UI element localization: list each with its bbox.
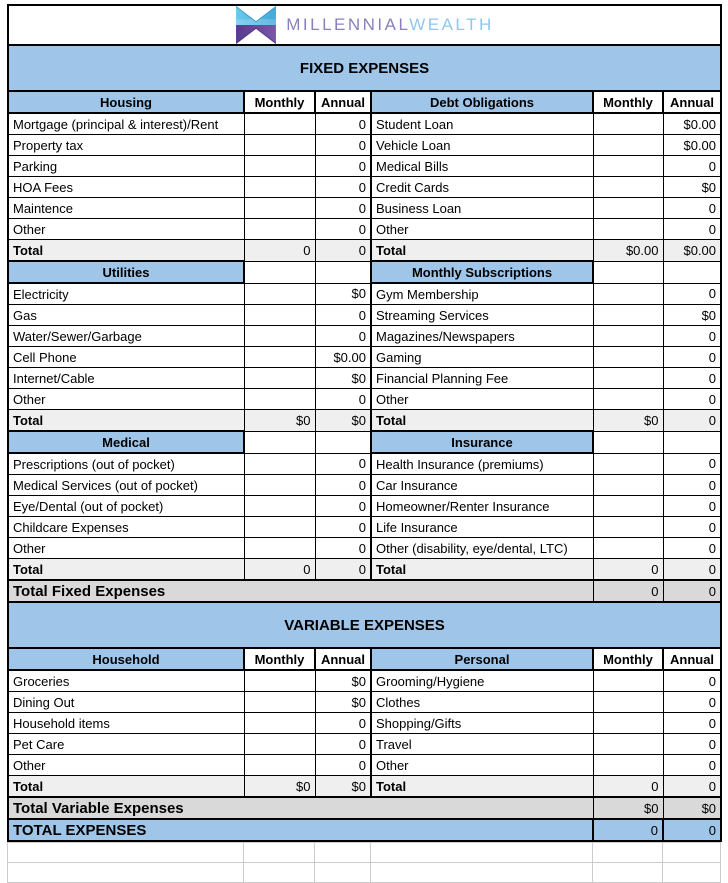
annual-value-cell[interactable]: 0 xyxy=(663,368,721,389)
annual-column-header: Annual xyxy=(663,91,721,113)
monthly-value-cell[interactable] xyxy=(593,453,663,475)
monthly-value-cell[interactable] xyxy=(593,538,663,559)
expense-label-cell: Streaming Services xyxy=(371,305,593,326)
monthly-value-cell[interactable] xyxy=(244,475,315,496)
monthly-value-cell[interactable] xyxy=(593,692,663,713)
monthly-value-cell[interactable] xyxy=(244,453,315,475)
section-grand-total-monthly[interactable]: $0 xyxy=(593,797,663,819)
annual-value-cell[interactable]: 0 xyxy=(663,156,721,177)
expense-label-cell: Financial Planning Fee xyxy=(371,368,593,389)
logo-cell xyxy=(8,5,721,45)
expense-label-cell: Grooming/Hygiene xyxy=(371,670,593,692)
annual-value-cell[interactable]: 0 xyxy=(663,326,721,347)
annual-value-cell[interactable]: 0 xyxy=(315,198,371,219)
annual-value-cell[interactable]: 0 xyxy=(315,389,371,410)
monthly-value-cell[interactable] xyxy=(244,713,315,734)
monthly-value-cell[interactable] xyxy=(593,347,663,368)
annual-value-cell[interactable]: 0 xyxy=(315,135,371,156)
monthly-value-cell[interactable] xyxy=(244,692,315,713)
monthly-column-header xyxy=(244,261,315,283)
empty-cell[interactable] xyxy=(8,843,244,863)
empty-cell[interactable] xyxy=(371,843,593,863)
monthly-value-cell[interactable] xyxy=(593,670,663,692)
expense-label-cell: Electricity xyxy=(8,283,244,305)
group-total-label: Total xyxy=(8,240,244,262)
monthly-column-header xyxy=(593,261,663,283)
expense-label-cell: Internet/Cable xyxy=(8,368,244,389)
expense-label-cell: Other xyxy=(8,219,244,240)
group-total-label: Total xyxy=(371,410,593,432)
expense-label-cell: Water/Sewer/Garbage xyxy=(8,326,244,347)
monthly-column-header: Monthly xyxy=(244,91,315,113)
group-total-monthly[interactable]: 0 xyxy=(593,559,663,581)
logo-row xyxy=(8,5,721,45)
annual-column-header xyxy=(663,431,721,453)
monthly-value-cell[interactable] xyxy=(244,670,315,692)
monthly-value-cell[interactable] xyxy=(244,538,315,559)
empty-cell[interactable] xyxy=(315,843,371,863)
section-grand-total-label: Total Variable Expenses xyxy=(8,797,593,819)
section-grand-total-annual[interactable]: 0 xyxy=(663,580,721,602)
group-total-annual[interactable]: 0 xyxy=(663,410,721,432)
annual-value-cell[interactable]: $0 xyxy=(663,177,721,198)
monthly-value-cell[interactable] xyxy=(593,475,663,496)
expense-label-cell: Gas xyxy=(8,305,244,326)
monthly-value-cell[interactable] xyxy=(593,389,663,410)
monthly-value-cell[interactable] xyxy=(593,156,663,177)
group-total-annual[interactable]: $0.00 xyxy=(663,240,721,262)
brand-name-wealth: WEALTH xyxy=(409,15,494,34)
annual-value-cell[interactable]: 0 xyxy=(315,713,371,734)
annual-value-cell[interactable]: 0 xyxy=(663,670,721,692)
group-total-label: Total xyxy=(8,410,244,432)
section-banner: FIXED EXPENSES xyxy=(8,45,721,91)
group-title-debt-obligations: Debt Obligations xyxy=(371,91,593,113)
group-total-monthly[interactable]: $0 xyxy=(244,410,315,432)
group-total-monthly[interactable]: 0 xyxy=(244,559,315,581)
monthly-value-cell[interactable] xyxy=(593,496,663,517)
annual-value-cell[interactable]: $0.00 xyxy=(663,113,721,135)
annual-value-cell[interactable]: 0 xyxy=(315,538,371,559)
expense-label-cell: Other xyxy=(371,389,593,410)
annual-value-cell[interactable]: $0.00 xyxy=(315,347,371,368)
expense-label-cell: Other (disability, eye/dental, LTC) xyxy=(371,538,593,559)
expense-label-cell: Car Insurance xyxy=(371,475,593,496)
expense-label-cell: HOA Fees xyxy=(8,177,244,198)
expense-label-cell: Homeowner/Renter Insurance xyxy=(371,496,593,517)
expense-label-cell: Household items xyxy=(8,713,244,734)
expense-label-cell: Cell Phone xyxy=(8,347,244,368)
group-total-label: Total xyxy=(371,559,593,581)
monthly-value-cell[interactable] xyxy=(244,198,315,219)
budget-sheet xyxy=(7,4,721,883)
annual-value-cell[interactable]: 0 xyxy=(663,198,721,219)
section-banner: VARIABLE EXPENSES xyxy=(8,602,721,648)
group-total-annual[interactable]: 0 xyxy=(315,559,371,581)
expense-label-cell: Business Loan xyxy=(371,198,593,219)
annual-value-cell[interactable]: $0.00 xyxy=(663,135,721,156)
annual-value-cell[interactable]: 0 xyxy=(663,692,721,713)
annual-value-cell[interactable]: 0 xyxy=(315,113,371,135)
expense-label-cell: Groceries xyxy=(8,670,244,692)
annual-value-cell[interactable]: $0 xyxy=(315,670,371,692)
expense-label-cell: Childcare Expenses xyxy=(8,517,244,538)
section-grand-total-annual[interactable]: $0 xyxy=(663,797,721,819)
annual-column-header xyxy=(315,431,371,453)
group-total-monthly[interactable]: 0 xyxy=(593,776,663,798)
monthly-value-cell[interactable] xyxy=(244,283,315,305)
monthly-value-cell[interactable] xyxy=(244,305,315,326)
group-total-annual[interactable]: $0 xyxy=(315,410,371,432)
monthly-value-cell[interactable] xyxy=(244,347,315,368)
annual-value-cell[interactable]: $0 xyxy=(315,368,371,389)
annual-value-cell[interactable]: 0 xyxy=(315,453,371,475)
monthly-value-cell[interactable] xyxy=(244,368,315,389)
empty-cell[interactable] xyxy=(593,843,663,863)
empty-grid-rows xyxy=(7,842,721,883)
expense-label-cell: Medical Bills xyxy=(371,156,593,177)
monthly-column-header: Monthly xyxy=(593,648,663,670)
monthly-value-cell[interactable] xyxy=(593,219,663,240)
group-total-annual[interactable]: 0 xyxy=(663,559,721,581)
empty-cell[interactable] xyxy=(315,863,371,883)
group-title-personal: Personal xyxy=(371,648,593,670)
monthly-value-cell[interactable] xyxy=(244,219,315,240)
expense-label-cell: Other xyxy=(8,538,244,559)
monthly-column-header xyxy=(244,431,315,453)
annual-value-cell[interactable]: 0 xyxy=(663,283,721,305)
annual-value-cell[interactable]: 0 xyxy=(663,347,721,368)
expense-label-cell: Property tax xyxy=(8,135,244,156)
group-total-label: Total xyxy=(8,559,244,581)
group-title-monthly-subscriptions: Monthly Subscriptions xyxy=(371,261,593,283)
monthly-value-cell[interactable] xyxy=(593,177,663,198)
monthly-value-cell[interactable] xyxy=(593,135,663,156)
annual-value-cell[interactable]: 0 xyxy=(663,496,721,517)
annual-column-header: Annual xyxy=(663,648,721,670)
annual-column-header xyxy=(663,261,721,283)
butterfly-logo-icon xyxy=(235,6,277,44)
monthly-value-cell[interactable] xyxy=(244,113,315,135)
monthly-value-cell[interactable] xyxy=(593,113,663,135)
group-total-monthly[interactable]: $0.00 xyxy=(593,240,663,262)
monthly-value-cell[interactable] xyxy=(244,389,315,410)
monthly-value-cell[interactable] xyxy=(244,177,315,198)
expense-label-cell: Other xyxy=(371,755,593,776)
annual-value-cell[interactable]: 0 xyxy=(663,517,721,538)
annual-value-cell[interactable]: 0 xyxy=(315,496,371,517)
monthly-value-cell[interactable] xyxy=(593,305,663,326)
expense-label-cell: Prescriptions (out of pocket) xyxy=(8,453,244,475)
expense-label-cell: Travel xyxy=(371,734,593,755)
annual-value-cell[interactable]: 0 xyxy=(663,755,721,776)
total-expenses-monthly[interactable]: 0 xyxy=(593,819,663,841)
expense-label-cell: Credit Cards xyxy=(371,177,593,198)
annual-value-cell[interactable]: 0 xyxy=(315,156,371,177)
expense-label-cell: Health Insurance (premiums) xyxy=(371,453,593,475)
empty-cell[interactable] xyxy=(663,863,721,883)
empty-cell[interactable] xyxy=(244,843,315,863)
annual-value-cell[interactable]: 0 xyxy=(315,755,371,776)
section-grand-total-monthly[interactable]: 0 xyxy=(593,580,663,602)
expense-label-cell: Medical Services (out of pocket) xyxy=(8,475,244,496)
annual-column-header: Annual xyxy=(315,91,371,113)
monthly-value-cell[interactable] xyxy=(244,135,315,156)
group-total-label: Total xyxy=(371,240,593,262)
expense-label-cell: Gaming xyxy=(371,347,593,368)
annual-value-cell[interactable]: 0 xyxy=(315,475,371,496)
monthly-value-cell[interactable] xyxy=(593,517,663,538)
annual-value-cell[interactable]: 0 xyxy=(663,389,721,410)
annual-value-cell[interactable]: 0 xyxy=(315,517,371,538)
group-total-annual[interactable]: 0 xyxy=(663,776,721,798)
annual-value-cell[interactable]: 0 xyxy=(663,453,721,475)
empty-cell[interactable] xyxy=(593,863,663,883)
expense-label-cell: Other xyxy=(8,755,244,776)
group-total-annual[interactable]: 0 xyxy=(315,240,371,262)
group-title-utilities: Utilities xyxy=(8,261,244,283)
annual-value-cell[interactable]: 0 xyxy=(315,177,371,198)
expense-label-cell: Gym Membership xyxy=(371,283,593,305)
group-total-monthly[interactable]: $0 xyxy=(593,410,663,432)
annual-value-cell[interactable]: 0 xyxy=(663,734,721,755)
monthly-value-cell[interactable] xyxy=(593,326,663,347)
empty-row xyxy=(8,863,721,883)
monthly-value-cell[interactable] xyxy=(244,755,315,776)
monthly-value-cell[interactable] xyxy=(593,734,663,755)
monthly-value-cell[interactable] xyxy=(244,496,315,517)
brand-logo xyxy=(13,6,716,44)
group-title-housing: Housing xyxy=(8,91,244,113)
brand-name xyxy=(286,15,494,35)
budget-table xyxy=(7,4,722,842)
expense-label-cell: Parking xyxy=(8,156,244,177)
monthly-value-cell[interactable] xyxy=(593,713,663,734)
annual-value-cell[interactable]: 0 xyxy=(663,219,721,240)
expense-label-cell: Clothes xyxy=(371,692,593,713)
monthly-value-cell[interactable] xyxy=(593,283,663,305)
expense-label-cell: Student Loan xyxy=(371,113,593,135)
group-total-label: Total xyxy=(8,776,244,798)
annual-value-cell[interactable]: $0 xyxy=(315,692,371,713)
monthly-value-cell[interactable] xyxy=(593,368,663,389)
monthly-value-cell[interactable] xyxy=(593,755,663,776)
section-grand-total-label: Total Fixed Expenses xyxy=(8,580,593,602)
empty-cell[interactable] xyxy=(244,863,315,883)
monthly-value-cell[interactable] xyxy=(244,734,315,755)
expense-label-cell: Dining Out xyxy=(8,692,244,713)
group-total-annual[interactable]: $0 xyxy=(315,776,371,798)
annual-value-cell[interactable]: $0 xyxy=(315,283,371,305)
expense-label-cell: Life Insurance xyxy=(371,517,593,538)
expense-label-cell: Eye/Dental (out of pocket) xyxy=(8,496,244,517)
expense-label-cell: Shopping/Gifts xyxy=(371,713,593,734)
expense-label-cell: Pet Care xyxy=(8,734,244,755)
annual-value-cell[interactable]: 0 xyxy=(315,219,371,240)
group-title-medical: Medical xyxy=(8,431,244,453)
monthly-value-cell[interactable] xyxy=(244,326,315,347)
expense-label-cell: Other xyxy=(371,219,593,240)
expense-label-cell: Other xyxy=(8,389,244,410)
empty-row xyxy=(8,843,721,863)
annual-column-header: Annual xyxy=(315,648,371,670)
annual-value-cell[interactable]: 0 xyxy=(663,475,721,496)
empty-cell[interactable] xyxy=(8,863,244,883)
monthly-column-header: Monthly xyxy=(593,91,663,113)
monthly-value-cell[interactable] xyxy=(244,517,315,538)
brand-name-millennial: MILLENNIAL xyxy=(286,15,410,34)
annual-value-cell[interactable]: 0 xyxy=(315,734,371,755)
total-expenses-annual[interactable]: 0 xyxy=(663,819,721,841)
group-total-monthly[interactable]: 0 xyxy=(244,240,315,262)
expense-label-cell: Mortgage (principal & interest)/Rent xyxy=(8,113,244,135)
annual-value-cell[interactable]: 0 xyxy=(663,713,721,734)
monthly-column-header: Monthly xyxy=(244,648,315,670)
monthly-column-header xyxy=(593,431,663,453)
empty-cell[interactable] xyxy=(663,843,721,863)
expense-label-cell: Magazines/Newspapers xyxy=(371,326,593,347)
annual-value-cell[interactable]: 0 xyxy=(315,305,371,326)
annual-value-cell[interactable]: 0 xyxy=(663,538,721,559)
group-total-monthly[interactable]: $0 xyxy=(244,776,315,798)
expense-label-cell: Vehicle Loan xyxy=(371,135,593,156)
group-total-label: Total xyxy=(371,776,593,798)
group-title-household: Household xyxy=(8,648,244,670)
annual-value-cell[interactable]: $0 xyxy=(663,305,721,326)
group-title-insurance: Insurance xyxy=(371,431,593,453)
empty-cell[interactable] xyxy=(371,863,593,883)
total-expenses-label: TOTAL EXPENSES xyxy=(8,819,593,841)
monthly-value-cell[interactable] xyxy=(593,198,663,219)
monthly-value-cell[interactable] xyxy=(244,156,315,177)
annual-value-cell[interactable]: 0 xyxy=(315,326,371,347)
expense-label-cell: Maintence xyxy=(8,198,244,219)
annual-column-header xyxy=(315,261,371,283)
